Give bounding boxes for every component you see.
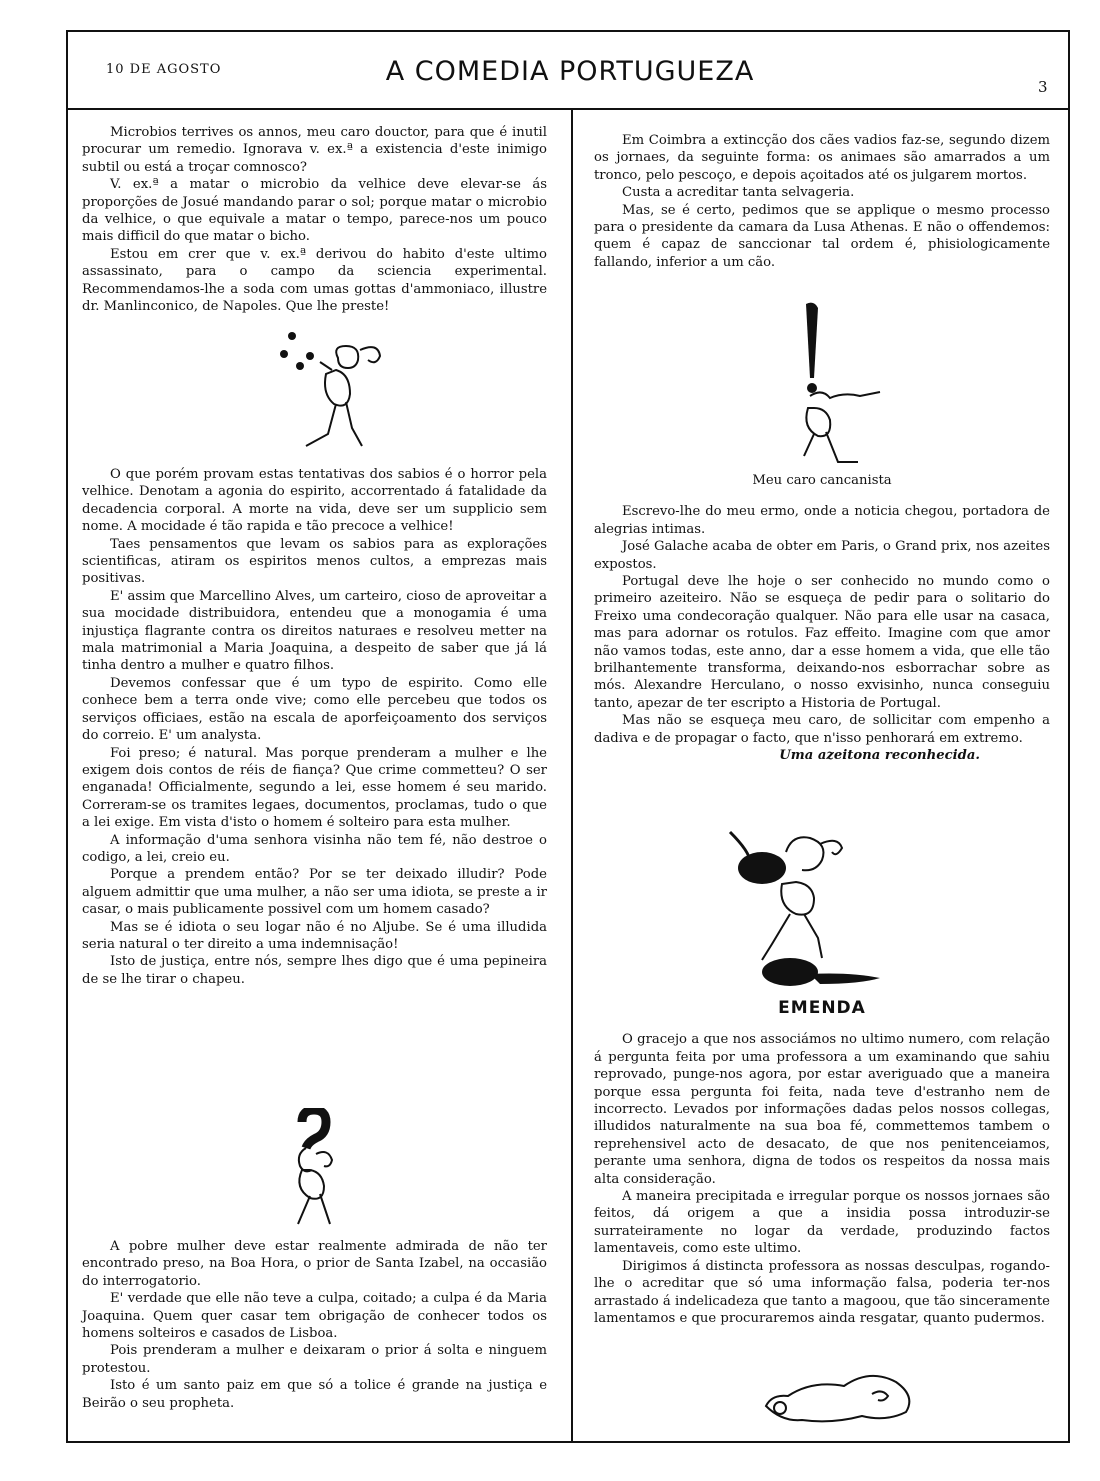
paragraph: Porque a prendem então? Por se ter deixado illudir? Pode alguem admittir que uma mulher, a não ser uma idiota, se preste a ir casar, o mais publicamente possivel com um homem casado? [82,867,547,918]
column-divider [571,110,573,1443]
newspaper-title: A COMEDIA PORTUGUEZA [385,56,755,87]
page-number: 3 [1038,78,1048,96]
paragraph: A pobre mulher deve estar realmente admirada de não ter encontrado preso, na Boa Hora, o prior de Santa Izabel, na occasião do interrogatorio. [82,1239,547,1289]
right-block-3 [594,1000,1050,1327]
left-block-3 [82,1238,547,1412]
left-block-1 [82,124,547,315]
paragraph: E' assim que Marcellino Alves, um carteiro, cioso de aproveitar a sua mocidade distribuidora, entendeu que a monogamia é uma injustiça flagrante contra os direitos naturaes e resolveu metter na mala matrimonial a Maria Joaquina, a despeito de saber que já lá tinha dentro a mulher e quatro filhos. [82,588,547,674]
sleeping-figure-illustration [756,1366,926,1434]
paragraph: Taes pensamentos que levam os sabios para as explorações scientificas, atiram os espiritos menos cultos, a emprezas mais positivas. [82,536,547,587]
paragraph: Custa a acreditar tanta selvageria. [622,185,855,201]
right-block-1 [594,132,1050,271]
left-block-2 [82,466,547,988]
issue-date: 10 DE AGOSTO [106,62,222,77]
paragraph: Estou em crer que v. ex.ª derivou do habito d'este ultimo assassinato, para o campo da sciencia experimental. Recommendamos-lhe a soda com umas gottas d'ammoniaco, illustre dr. Manlinconico, de Napoles. Que lhe preste! [82,246,547,315]
paragraph: Dirigimos á distincta professora as nossas desculpas, rogando-lhe o acreditar que só uma informação falsa, poderia ter-nos arrastado á indelicadeza que tanto a magoou, que tão sinceramente lamentamos e que procuraremos ainda resgatar, quanto pudermos. [594,1258,1050,1326]
salutation: Meu caro cancanista [752,473,892,488]
paragraph: V. ex.ª a matar o microbio da velhice deve elevar-se ás proporções de Josué mandando parar o sol; porque matar o microbio da velhice, o que equivale a matar o tempo, parece-nos um pouco mais difficil do que matar o bicho. [82,177,547,245]
paragraph: Portugal deve lhe hoje o ser conhecido no mundo como o primeiro azeiteiro. Não se esqueça de pedir para o solitario do Freixo uma condecoração qualquer. Não para elle usar na casaca, mas para adornar os rotulos. Faz effeito. Imagine com que amor não vamos todas, este anno, dar a esse homem a vida, que elle tão brilhantemente transforma, deixando-nos esborrachar sobre as mós. Alexandre Herculano, o nosso exvisinho, nunca conseguiu tanto, apezar de ter escripto a Historia de Portugal. [594,574,1050,711]
paragraph: Escrevo-lhe do meu ermo, onde a noticia chegou, portadora de alegrias intimas. [594,504,1050,537]
paragraph: Mas se é idiota o seu logar não é no Aljube. Se é uma illudida seria natural o ter direito a uma indemnisação! [82,919,547,952]
paragraph: José Galache acaba de obter em Paris, o Grand prix, nos azeites expostos. [594,539,1050,572]
paragraph: A maneira precipitada e irregular porque os nossos jornaes são feitos, dá origem a que a insidia possa introduzir-se surrateiramente no logar da verdade, produzindo factos lamentaveis, como este ultimo. [594,1189,1050,1257]
paragraph: O que porém provam estas tentativas dos sabios é o horror pela velhice. Denotam a agonia do espirito, accorrentado á fatalidade da decadencia corporal. A morte na vida, deve ser um supplicio sem nome. A mocidade é tão rapida e tão precoce a velhice! [82,467,547,535]
header-rule [66,108,1070,110]
illustration-caption: Uma azeitona reconhecida. [779,748,980,764]
section-heading-emenda: EMENDA [778,998,866,1018]
paragraph: Em Coimbra a extincção dos cães vadios faz-se, segundo dizem os jornaes, da seguinte forma: os animaes são amarrados a um tronco, pelo pescoço, e depois açoitados até os julgarem mortos. [594,133,1050,183]
paragraph: Pois prenderam a mulher e deixaram o prior á solta e ninguem protestou. [82,1343,547,1376]
question-mark-illustration [270,1108,380,1233]
paragraph: Isto de justiça, entre nós, sempre lhes digo que é uma pepineira de se lhe tirar o chapeu. [82,954,547,987]
paragraph: Mas não se esqueça meu caro, de sollicitar com empenho a dadiva e de propagar o facto, que n'isso penhorará em extremo. [594,713,1050,746]
exclamation-illustration [780,300,900,468]
paragraph: Devemos confessar que é um typo de espirito. Como elle conhece bem a terra onde vive; como elle percebeu que todos os serviços officiaes, estão na escala de aporfeiçoamento dos serviços do correio. E' um analysta. [82,675,547,744]
paragraph: Microbios terrives os annos, meu caro douctor, para que é inutil procurar um remedio. Ignorava v. ex.ª a existencia d'este inimigo subtil ou está a troçar comnosco? [82,125,547,175]
paragraph: A informação d'uma senhora visinha não tem fé, não destroe o codigo, a lei, creio eu. [82,832,547,865]
right-block-2 [594,472,1050,765]
paragraph: E' verdade que elle não teve a culpa, coitado; a culpa é da Maria Joaquina. Quem quer casar tem obrigação de conhecer todos os homens solteiros e casados de Lisboa. [82,1291,547,1342]
paragraph: Isto é um santo paiz em que só a tolice é grande na justiça e Beirão o seu propheta. [82,1378,547,1411]
paragraph: Foi preso; é natural. Mas porque prenderam a mulher e lhe exigem dois contos de réis de fiança? Que crime commetteu? O ser enganada! Officialmente, segundo a lei, esse homem é seu marido. Correram-se os tramites legaes, documentos, proclamas, tudo o que a lei exige. Em vista d'isto o homem é solteiro para esta mulher. [82,745,547,831]
paragraph: Mas, se é certo, pedimos que se applique o mesmo processo para o presidente da camara da Lusa Athenas. E não o offendemos: quem é capaz de sanccionar tal ordem é, phisiologicamente fallando, inferior a um cão. [594,202,1050,270]
paragraph: O gracejo a que nos associámos no ultimo numero, com relação á pergunta feita por uma professora a um examinando que sahiu reprovado, punge-nos agora, por estar averiguado que a maneira porque essa pergunta foi feita, nada teve d'estranho nem de incorrecto. Levados por informações dadas pelos nossos collegas, illudidos naturalmente na sua boa fé, commettemos tambem o reprehensivel acto de desacato, de que nos penitenceiamos, perante uma senhora, digna de todos os respeitos da nossa mais alta consideração. [594,1032,1050,1187]
juggler-illustration [280,330,400,455]
olive-illustration [720,822,920,997]
